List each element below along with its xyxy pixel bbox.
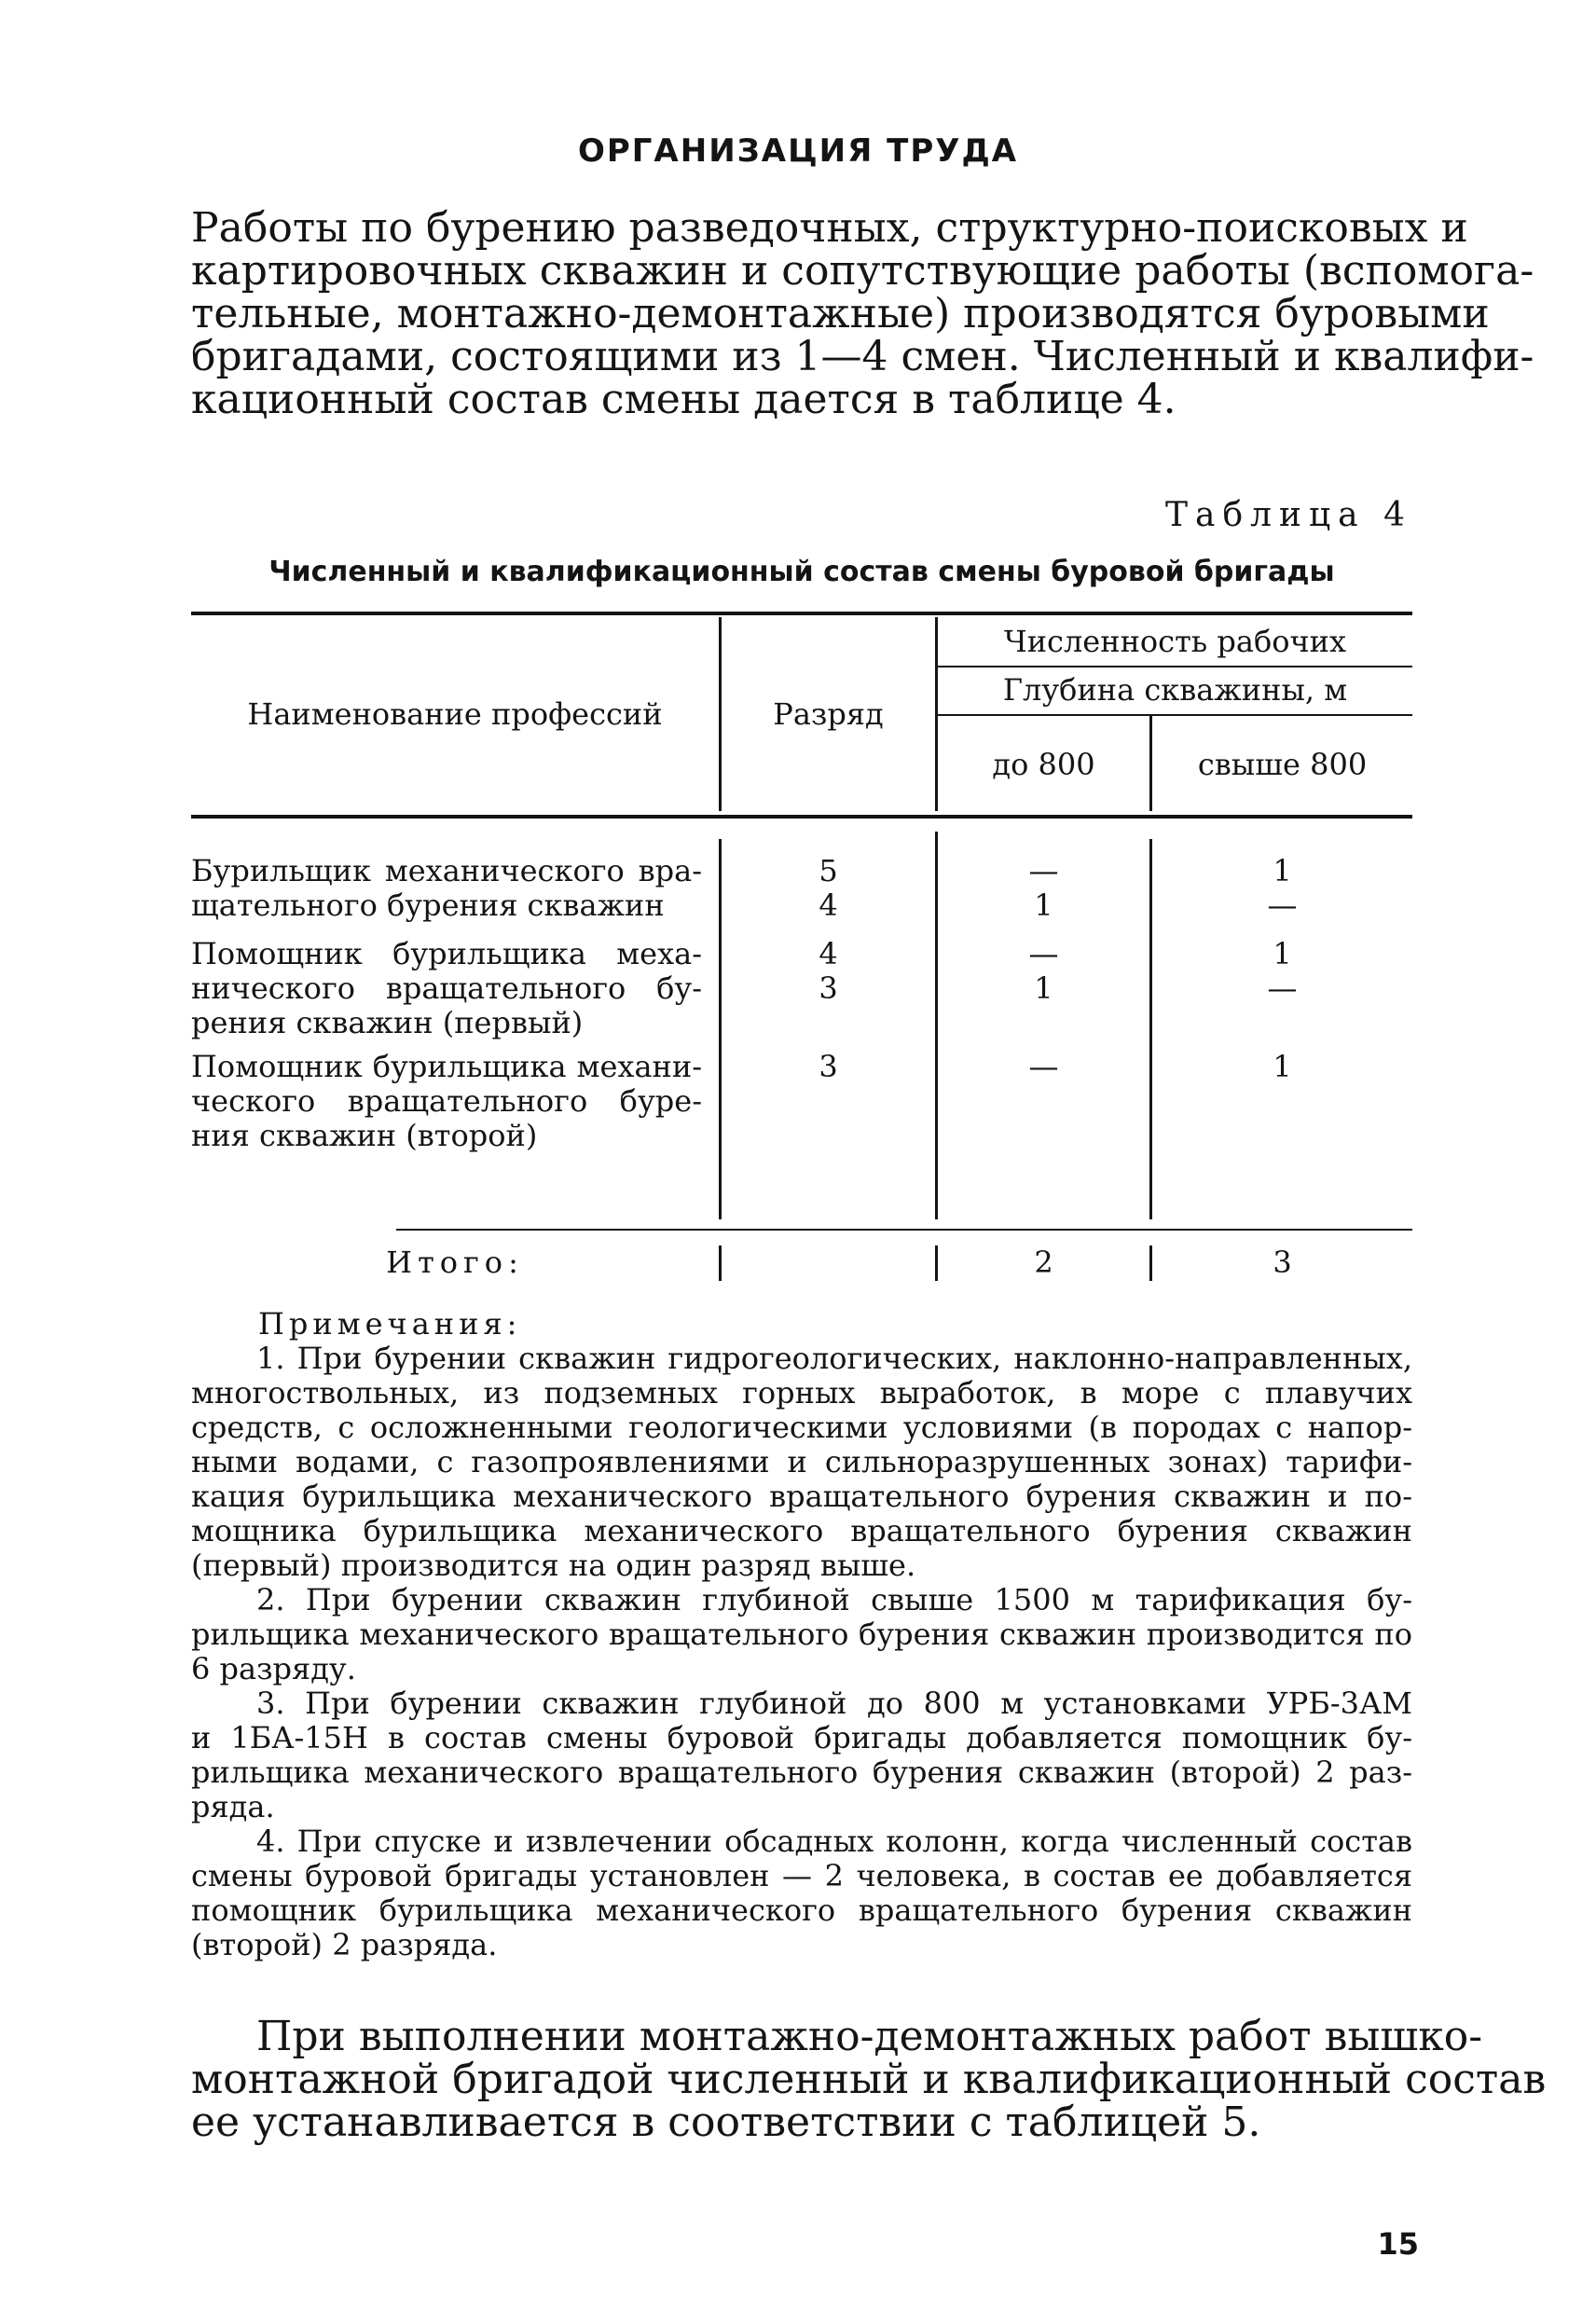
note-line: (первый) производится на один разряд выше.: [191, 1548, 916, 1583]
note-line: кация бурильщика механического вращательного бурения скважин и по-: [191, 1479, 1412, 1514]
note-line: смены буровой бригады установлен — 2 человека, в состав ее добавляется: [191, 1858, 1412, 1893]
grade-left-vline-total: [719, 1245, 722, 1281]
row-upto-800: —: [1028, 853, 1059, 888]
note-line: ными водами, с газопроявлениями и сильноразрушенных зонах) тарифи-: [191, 1444, 1412, 1479]
row-over-800: 1: [1273, 936, 1292, 971]
final-paragraph: [191, 2013, 1547, 2146]
row-upto-800: —: [1028, 936, 1059, 971]
row-upto-800: 1: [1034, 970, 1053, 1006]
header-grade: Разряд: [773, 696, 884, 732]
header-profession: Наименование профессий: [247, 696, 663, 732]
table-number: Таблица 4: [1165, 496, 1412, 534]
row-over-800: 1: [1273, 853, 1292, 888]
row-over-800: —: [1267, 888, 1298, 923]
header-over-800: свыше 800: [1197, 747, 1368, 782]
header-count: Численность рабочих: [1003, 624, 1346, 659]
row-name-line: Помощник бурильщика меха-: [191, 936, 702, 971]
row-over-800: 1: [1273, 1049, 1292, 1084]
note-line: 4. При спуске и извлечении обсадных колонн, когда численный состав: [256, 1823, 1412, 1859]
final-line: ее устанавливается в соответствии с таблицей 5.: [191, 2099, 1261, 2146]
row-grade: 3: [819, 970, 838, 1006]
table-row-name: [191, 854, 702, 923]
total-rule: [396, 1229, 1412, 1231]
note-line: помощник бурильщика механического вращательного бурения скважин: [191, 1892, 1412, 1928]
note-line: рильщика механического вращательного бурения скважин производится по: [191, 1617, 1412, 1652]
note-line: 3. При бурении скважин глубиной до 800 м установками УРБ-3АМ: [256, 1686, 1412, 1721]
page-number: 15: [1377, 2226, 1419, 2262]
count-header-rule: [937, 666, 1412, 667]
row-grade: 5: [819, 853, 838, 888]
row-grade: 4: [819, 888, 838, 923]
table-row-name: [191, 937, 702, 1040]
notes-title: Примечания:: [258, 1306, 522, 1342]
intro-line: бригадами, состоящими из 1—4 смен. Численный и квалифи-: [191, 333, 1534, 380]
table-row-name: [191, 1050, 702, 1153]
note-line: мощника бурильщика механического вращательного бурения скважин: [191, 1513, 1412, 1548]
table-title: Численный и квалификационный состав смены буровой бригады: [268, 556, 1335, 588]
note-line: и 1БА-15Н в состав смены буровой бригады добавляется помощник бу-: [191, 1720, 1412, 1755]
depth-header-rule: [937, 714, 1412, 716]
row-name-line: ния скважин (второй): [191, 1118, 538, 1153]
note-line: (второй) 2 разряда.: [191, 1927, 498, 1962]
row-name-line: Помощник бурильщика механи-: [191, 1049, 702, 1084]
row-upto-800: —: [1028, 1049, 1059, 1084]
intro-line: Работы по бурению разведочных, структурно-поисковых и: [191, 204, 1468, 252]
note-line: 6 разряду.: [191, 1651, 356, 1686]
intro-line: кационный состав смены дается в таблице 4.: [191, 376, 1176, 423]
row-name-line: Бурильщик механического вра-: [191, 853, 702, 888]
row-name-line: нического вращательного бу-: [191, 970, 702, 1006]
row-upto-800: 1: [1034, 888, 1053, 923]
final-line: монтажной бригадой численный и квалификационный состав: [191, 2056, 1547, 2103]
row-name-line: щательного бурения скважин: [191, 888, 665, 923]
note-line: средств, с осложненными геологическими условиями (в породах с напор-: [191, 1410, 1412, 1445]
total-over-800: 3: [1273, 1245, 1292, 1280]
intro-line: тельные, монтажно-демонтажные) производятся буровыми: [191, 290, 1490, 337]
row-grade: 3: [819, 1049, 838, 1084]
section-heading: ОРГАНИЗАЦИЯ ТРУДА: [577, 132, 1019, 170]
row-name-line: рения скважин (первый): [191, 1005, 584, 1040]
row-grade: 4: [819, 936, 838, 971]
row-over-800: —: [1267, 970, 1298, 1006]
note-line: рильщика механического вращательного бурения скважин (второй) 2 раз-: [191, 1755, 1412, 1790]
final-line: При выполнении монтажно-демонтажных работ вышко-: [256, 2013, 1483, 2060]
total-upto-800: 2: [1034, 1245, 1053, 1280]
row-name-line: ческого вращательного буре-: [191, 1083, 702, 1119]
intro-line: картировочных скважин и сопутствующие работы (вспомога-: [191, 247, 1534, 295]
table-notes: [191, 1307, 1412, 1962]
header-depth: Глубина скважины, м: [1002, 672, 1348, 708]
table-header-bottom-rule: [191, 815, 1412, 819]
note-line: 1. При бурении скважин гидрогеологических, наклонно-направленных,: [256, 1341, 1412, 1376]
note-line: 2. При бурении скважин глубиной свыше 1500 м тарификация бу-: [256, 1582, 1412, 1617]
total-label: Итого:: [386, 1245, 524, 1280]
header-upto-800: до 800: [992, 747, 1095, 782]
note-line: многоствольных, из подземных горных выработок, в море с плавучих: [191, 1375, 1412, 1411]
note-line: ряда.: [191, 1789, 275, 1824]
table-top-rule: [191, 612, 1412, 615]
intro-paragraph: [191, 204, 1534, 423]
